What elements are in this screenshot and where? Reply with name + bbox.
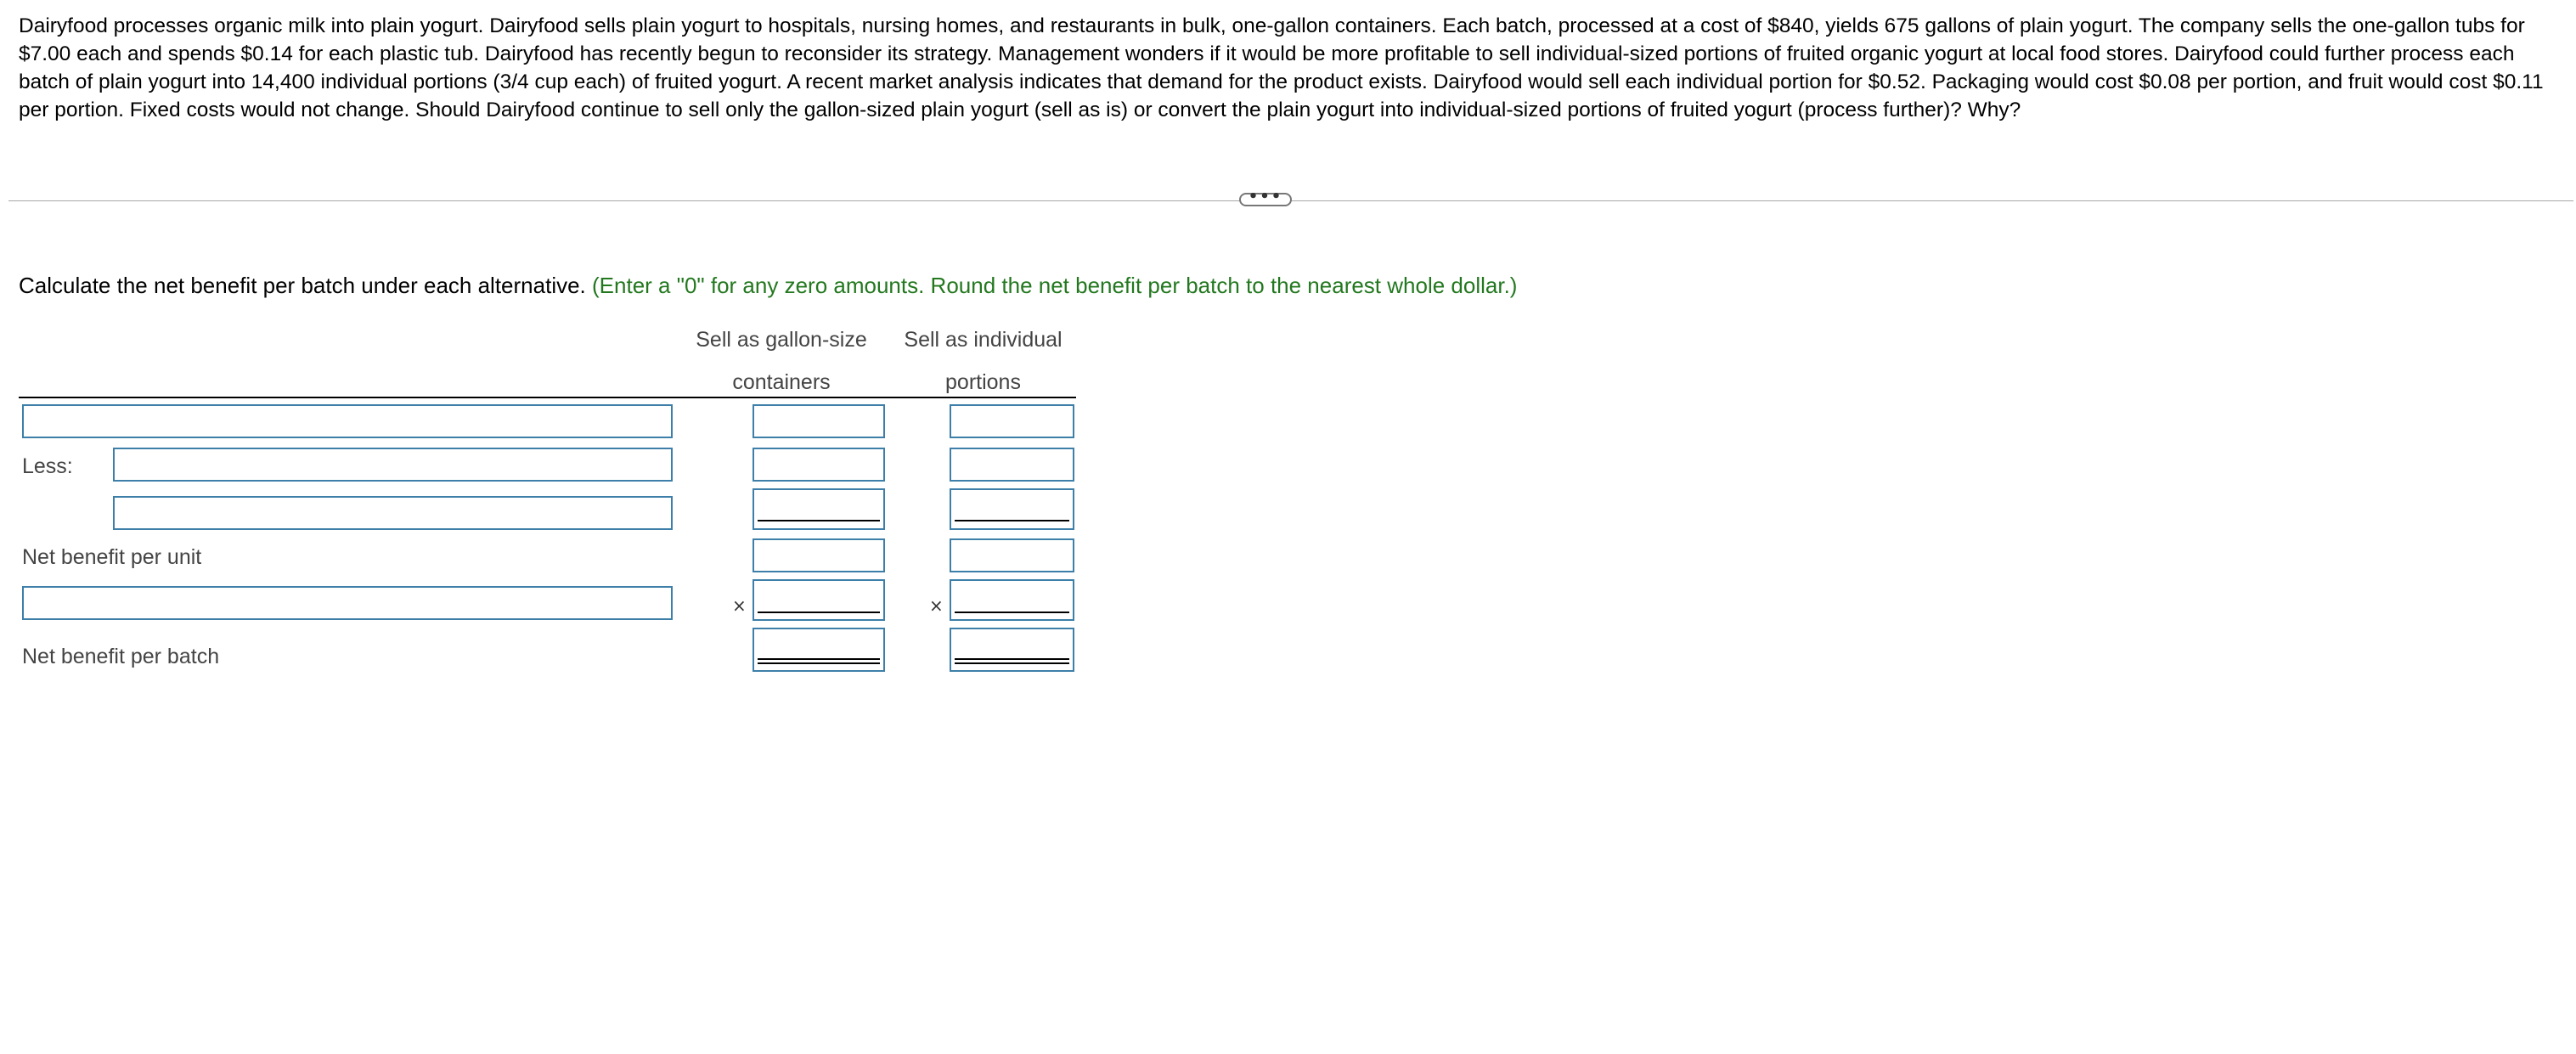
- col-header-gallon-line1: Sell as gallon-size: [696, 328, 867, 352]
- row5-label-input[interactable]: [22, 586, 673, 620]
- col-header-individual-line2: portions: [945, 370, 1021, 394]
- instruction-text: Calculate the net benefit per batch under each alternative.: [19, 273, 586, 298]
- row5-individual-underline: [955, 612, 1069, 613]
- times-icon-gallon: ×: [732, 595, 747, 616]
- row3-gallon-underline: [758, 520, 880, 521]
- row1-gallon-input[interactable]: [753, 404, 885, 438]
- row3-label-input[interactable]: [113, 496, 673, 530]
- instruction: [19, 272, 1517, 299]
- net-unit-individual-input[interactable]: [950, 538, 1074, 572]
- net-benefit-batch-label: Net benefit per batch: [22, 645, 220, 668]
- instruction-hint: (Enter a "0" for any zero amounts. Round the net benefit per batch to the nearest whole dollar.): [592, 273, 1518, 298]
- net-batch-individual-underline-1: [955, 658, 1069, 660]
- less-label: Less:: [22, 454, 73, 478]
- row3-individual-input[interactable]: [950, 488, 1074, 530]
- col-header-gallon-line2: containers: [732, 370, 831, 394]
- row5-gallon-input[interactable]: [753, 579, 885, 621]
- net-batch-individual-underline-2: [955, 662, 1069, 664]
- net-batch-gallon-underline-1: [758, 658, 880, 660]
- row2-gallon-input[interactable]: [753, 448, 885, 482]
- problem-statement: Dairyfood processes organic milk into plain yogurt. Dairyfood sells plain yogurt to hospitals, nursing homes, and restaurants in bulk, one-gallon containers. Each batch, processed at a cost of $840, yields 675 gallons of plain yogurt. The company sells the one-gallon tubs for $7.00 each and spends $0.14 for each plastic tub. Dairyfood has recently begun to reconsider its strategy. Management wonders if it would be more profitable to sell individual-sized portions of fruited organic yogurt at local food stores. Dairyfood could further process each batch of plain yogurt into 14,400 individual portions (3/4 cup each) of fruited yogurt. A recent market analysis indicates that demand for the product exists. Dairyfood would sell each individual portion for $0.52. Packaging would cost $0.08 per portion, and fruit would cost $0.11 per portion. Fixed costs would not change. Should Dairyfood continue to sell only the gallon-sized plain yogurt (sell as is) or convert the plain yogurt into individual-sized portions of fruited yogurt (process further)? Why?: [19, 14, 2544, 121]
- header-rule: [19, 397, 1076, 398]
- ellipsis-icon: •••: [1248, 188, 1283, 206]
- row3-individual-underline: [955, 520, 1069, 521]
- net-unit-gallon-input[interactable]: [753, 538, 885, 572]
- expand-button[interactable]: [1239, 188, 1292, 206]
- row2-individual-input[interactable]: [950, 448, 1074, 482]
- row1-label-input[interactable]: [22, 404, 673, 438]
- times-icon-individual: ×: [929, 595, 944, 616]
- row5-gallon-underline: [758, 612, 880, 613]
- col-header-individual-line1: Sell as individual: [904, 328, 1063, 352]
- net-batch-gallon-input[interactable]: [753, 628, 885, 672]
- net-batch-individual-input[interactable]: [950, 628, 1074, 672]
- row5-individual-input[interactable]: [950, 579, 1074, 621]
- row1-individual-input[interactable]: [950, 404, 1074, 438]
- row3-gallon-input[interactable]: [753, 488, 885, 530]
- net-benefit-unit-label: Net benefit per unit: [22, 545, 202, 569]
- row2-label-input[interactable]: [113, 448, 673, 482]
- net-batch-gallon-underline-2: [758, 662, 880, 664]
